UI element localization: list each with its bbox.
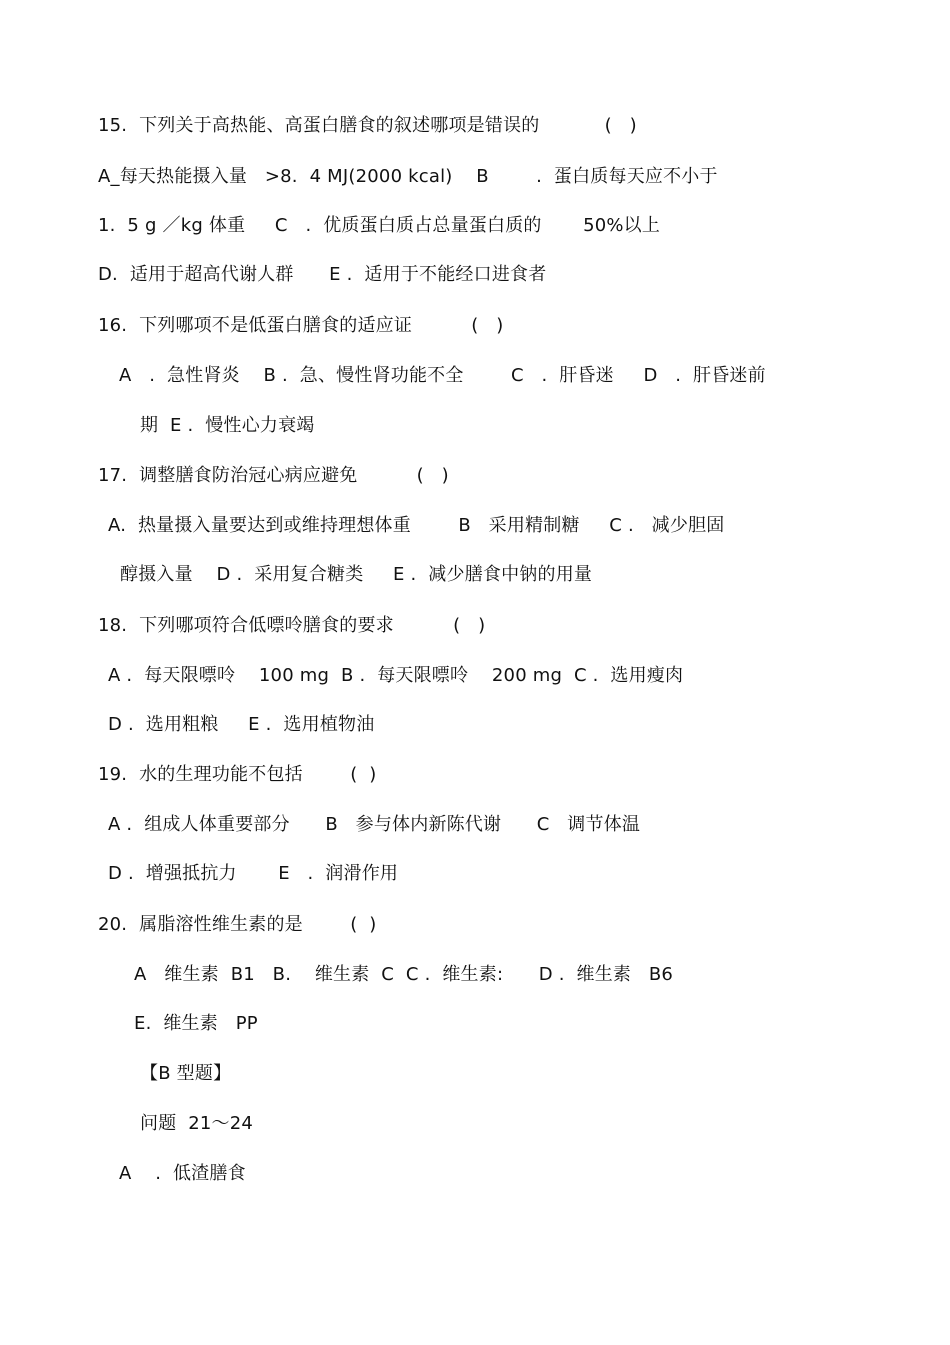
question-19-options-line-2: D . 增强抵抗力 E . 润滑作用 [108,863,399,884]
question-20-options-line-1: A 维生素 B1 B. 维生素 C C . 维生素: D . 维生素 B6 [134,964,674,985]
question-20-options-line-2: E. 维生素 PP [134,1013,258,1034]
question-19-stem: 19. 水的生理功能不包括 ( ) [98,764,377,785]
question-15-stem: 15. 下列关于高热能、高蛋白膳食的叙述哪项是错误的 ( ) [98,115,637,136]
question-18-stem: 18. 下列哪项符合低嘌呤膳食的要求 ( ) [98,615,486,636]
question-20-stem: 20. 属脂溶性维生素的是 ( ) [98,914,377,935]
question-16-options-line-1: A . 急性肾炎 B . 急、慢性肾功能不全 C . 肝昏迷 D . 肝昏迷前 [119,365,766,386]
question-16-options-line-2: 期 E . 慢性心力衰竭 [140,415,315,436]
question-16-stem: 16. 下列哪项不是低蛋白膳食的适应证 ( ) [98,315,504,336]
question-15-options-line-1: A_每天热能摄入量 >8. 4 MJ(2000 kcal) B . 蛋白质每天应不小于 [98,166,718,187]
section-heading-b-type: 【B 型题】 [140,1063,232,1084]
question-17-options-line-2: 醇摄入量 D . 采用复合糖类 E . 减少膳食中钠的用量 [120,564,593,585]
question-18-options-line-1: A . 每天限嘌呤 100 mg B . 每天限嘌呤 200 mg C . 选用瘦肉 [108,665,684,686]
option-a-low-residue-diet: A . 低渣膳食 [119,1163,246,1184]
question-15-options-line-2: 1. 5 g ／kg 体重 C . 优质蛋白质占总量蛋白质的 50%以上 [98,215,661,236]
question-17-options-line-1: A. 热量摄入量要达到或维持理想体重 B 采用精制糖 C . 减少胆固 [108,515,725,536]
question-15-options-line-3: D. 适用于超高代谢人群 E . 适用于不能经口进食者 [98,264,547,285]
question-group-21-24: 问题 21～24 [140,1113,254,1134]
question-18-options-line-2: D . 选用粗粮 E . 选用植物油 [108,714,375,735]
question-19-options-line-1: A . 组成人体重要部分 B 参与体内新陈代谢 C 调节体温 [108,814,641,835]
question-17-stem: 17. 调整膳食防治冠心病应避免 ( ) [98,465,449,486]
